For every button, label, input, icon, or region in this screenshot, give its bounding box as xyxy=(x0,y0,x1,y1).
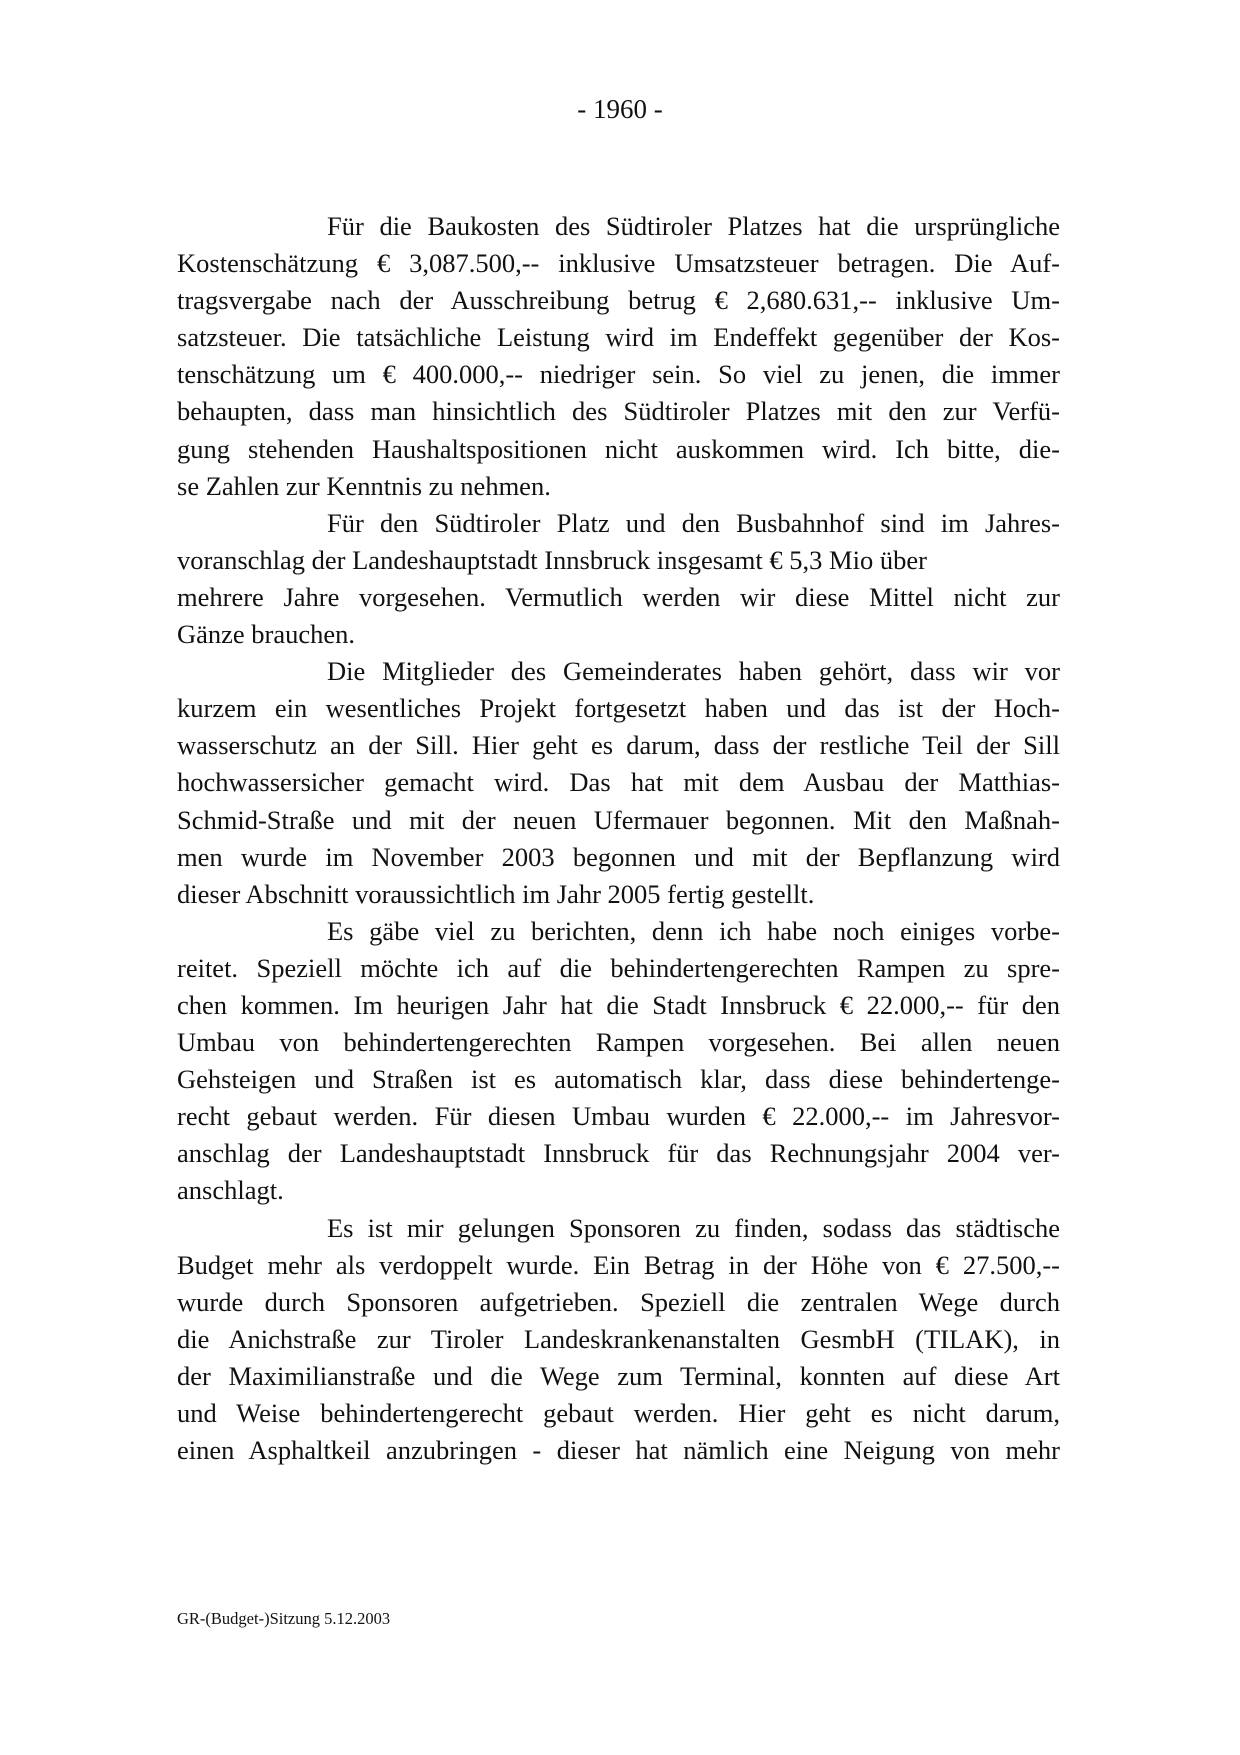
paragraph-2 xyxy=(177,505,1060,653)
text-line: Budget mehr als verdoppelt wurde. Ein Betrag in der Höhe von € 27.500,-- xyxy=(177,1249,1060,1280)
text-line: voranschlag der Landeshauptstadt Innsbruck insgesamt € 5,3 Mio über xyxy=(177,544,927,575)
text-line: anschlag der Landeshauptstadt Innsbruck für das Rechnungsjahr 2004 ver- xyxy=(177,1138,1060,1169)
paragraph-4 xyxy=(177,913,1060,1210)
body-text xyxy=(177,208,1060,1469)
text-line: se Zahlen zur Kenntnis zu nehmen. xyxy=(177,470,551,501)
text-line: Es gäbe viel zu berichten, denn ich habe noch einiges vorbe- xyxy=(327,915,1060,946)
text-line: Schmid-Straße und mit der neuen Ufermauer begonnen. Mit den Maßnah- xyxy=(177,804,1060,835)
text-line: satzsteuer. Die tatsächliche Leistung wird im Endeffekt gegenüber der Kos- xyxy=(177,322,1060,353)
text-line: tragsvergabe nach der Ausschreibung betrug € 2,680.631,-- inklusive Um- xyxy=(177,285,1060,316)
paragraph-5 xyxy=(177,1210,1060,1470)
text-line: wasserschutz an der Sill. Hier geht es darum, dass der restliche Teil der Sill xyxy=(177,730,1060,761)
text-line: recht gebaut werden. Für diesen Umbau wurden € 22.000,-- im Jahresvor- xyxy=(177,1101,1060,1132)
text-line: Umbau von behindertengerechten Rampen vorgesehen. Bei allen neuen xyxy=(177,1027,1060,1058)
text-line: mehrere Jahre vorgesehen. Vermutlich werden wir diese Mittel nicht zur xyxy=(177,581,1060,612)
text-line: anschlagt. xyxy=(177,1175,284,1206)
text-line: chen kommen. Im heurigen Jahr hat die Stadt Innsbruck € 22.000,-- für den xyxy=(177,989,1060,1020)
text-line: hochwassersicher gemacht wird. Das hat mit dem Ausbau der Matthias- xyxy=(177,767,1060,798)
footer-session-label: GR-(Budget-)Sitzung 5.12.2003 xyxy=(177,1609,391,1628)
paragraph-3 xyxy=(177,653,1060,913)
text-line: Gehsteigen und Straßen ist es automatisch klar, dass diese behindertenge- xyxy=(177,1064,1060,1095)
text-line: kurzem ein wesentliches Projekt fortgesetzt haben und das ist der Hoch- xyxy=(177,693,1060,724)
text-line: Es ist mir gelungen Sponsoren zu finden, sodass das städtische xyxy=(327,1212,1060,1243)
text-line: men wurde im November 2003 begonnen und mit der Bepflanzung wird xyxy=(177,841,1060,872)
text-line: der Maximilianstraße und die Wege zum Terminal, konnten auf diese Art xyxy=(177,1360,1060,1391)
text-line: wurde durch Sponsoren aufgetrieben. Speziell die zentralen Wege durch xyxy=(177,1286,1060,1317)
text-line: Die Mitglieder des Gemeinderates haben gehört, dass wir vor xyxy=(327,656,1060,687)
text-line: gung stehenden Haushaltspositionen nicht auskommen wird. Ich bitte, die- xyxy=(177,433,1060,464)
text-line: tenschätzung um € 400.000,-- niedriger sein. So viel zu jenen, die immer xyxy=(177,359,1060,390)
text-line: Für die Baukosten des Südtiroler Platzes hat die ursprüngliche xyxy=(327,211,1060,241)
text-line: Kostenschätzung € 3,087.500,-- inklusive Umsatzsteuer betragen. Die Auf- xyxy=(177,248,1060,279)
text-line: behaupten, dass man hinsichtlich des Südtiroler Platzes mit den zur Verfü- xyxy=(177,396,1060,427)
paragraph-1 xyxy=(177,208,1060,505)
text-line: dieser Abschnitt voraussichtlich im Jahr 2005 fertig gestellt. xyxy=(177,878,815,909)
text-line: reitet. Speziell möchte ich auf die behindertengerechten Rampen zu spre- xyxy=(177,952,1060,983)
text-line: einen Asphaltkeil anzubringen - dieser hat nämlich eine Neigung von mehr xyxy=(177,1435,1060,1466)
text-line: und Weise behindertengerecht gebaut werden. Hier geht es nicht darum, xyxy=(177,1398,1060,1428)
text-line: Gänze brauchen. xyxy=(177,619,356,650)
text-line: Für den Südtiroler Platz und den Busbahnhof sind im Jahres- xyxy=(327,507,1060,538)
text-line: die Anichstraße zur Tiroler Landeskrankenanstalten GesmbH (TILAK), in xyxy=(177,1323,1060,1354)
page-number: - 1960 - xyxy=(577,94,663,124)
